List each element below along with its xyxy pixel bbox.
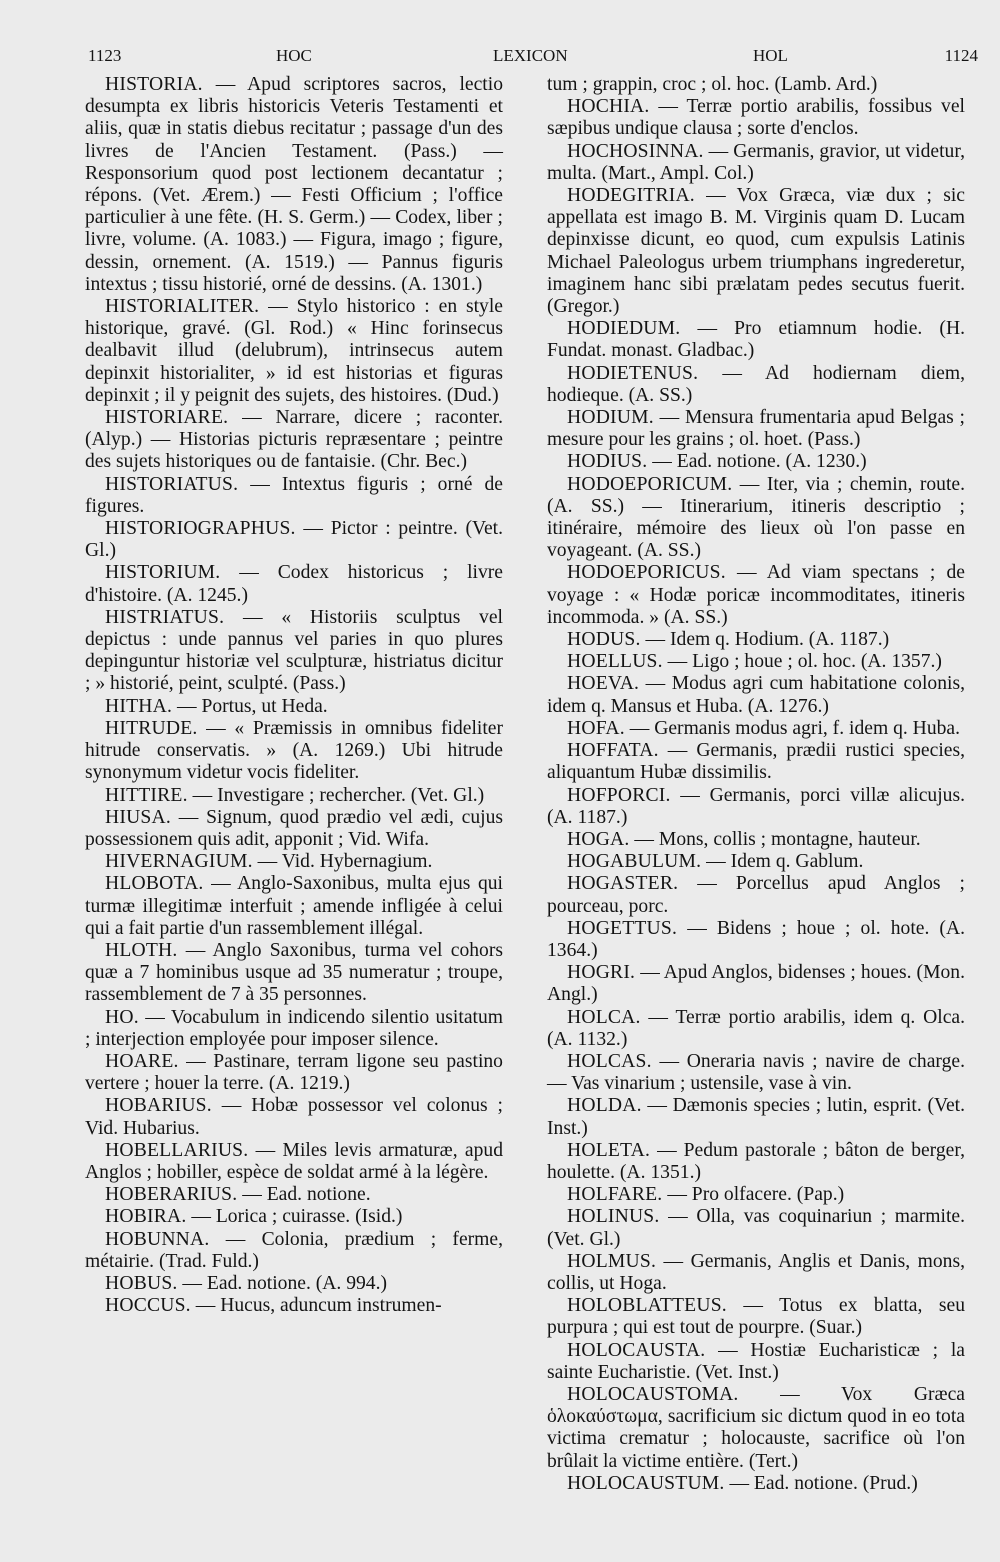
entry-definition: — Intextus figuris ; orné de figures. [85, 473, 503, 517]
entry-headword: HODEGITRIA. [567, 185, 695, 207]
entry-definition: — Terræ portio arabilis, fossibus vel sæpibus undique clausa ; sorte d'enclos. [547, 96, 965, 140]
dictionary-entry [547, 851, 965, 873]
dictionary-entry [547, 1184, 965, 1206]
dictionary-entry [85, 851, 503, 873]
entry-definition: — Apud scriptores sacros, lectio desumpta ex libris historicis Veteris Testamenti et aliis, quæ in statis diebus recitatur ; passage d'un des livres de l'Ancien Testament. (Pass.) — Responsorium quod post lectionem decantatur ; répons. (Vet. Ærem.) — Festi Officium ; l'office particulier à une fête. (H. S. Germ.) — Codex, liber ; livre, volume. (A. 1083.) — Figura, imago ; figure, dessin, ornement. (A. 1519.) — Pannus figuris intextus ; tissu historié, orné de dessins. (A. 1301.) [85, 74, 503, 295]
dictionary-entry [547, 1206, 965, 1250]
entry-headword: HLOBOTA. [105, 873, 204, 895]
entry-headword: HOLMUS. [567, 1250, 657, 1272]
dictionary-entry [547, 718, 965, 740]
entry-definition: — Olla, vas coquinariun ; marmite. (Vet. Gl.) [547, 1206, 965, 1250]
entry-headword: HOLOBLATTEUS. [567, 1295, 727, 1317]
entry-definition: — Anglo-Saxonibus, multa ejus qui turmæ illegitimæ interfuit ; amende infligée à celui qui a fait partie d'un rassemblement illégal. [85, 873, 503, 939]
entry-definition: — Vox Græca ὁλοκαύστωμα, sacrificium sic dictum quod in eo tota victima crematur ; holocauste, sacrifice où l'on brûlait la victime entière. (Tert.) [547, 1383, 965, 1472]
entry-definition: — Dæmonis species ; lutin, esprit. (Vet. Inst.) [547, 1095, 965, 1139]
entry-definition: — Terræ portio arabilis, idem q. Olca. (A. 1132.) [547, 1006, 965, 1050]
entry-headword: HOFA. [567, 717, 625, 739]
entry-headword: HOBARIUS. [105, 1095, 212, 1117]
dictionary-entry [547, 629, 965, 651]
dictionary-entry [85, 1295, 503, 1317]
entry-headword: HODOEPORICUM. [567, 473, 733, 495]
entry-headword: HOELLUS. [567, 651, 663, 673]
running-head-center: LEXICON [493, 46, 568, 65]
entry-headword: HOFFATA. [567, 740, 659, 762]
entry-definition: — Pictor : peintre. (Vet. Gl.) [85, 518, 503, 562]
entry-definition: tum ; grappin, croc ; ol. hoc. (Lamb. Ard.) [547, 74, 878, 95]
entry-headword: HODIUS. [567, 451, 648, 473]
dictionary-entry [547, 1295, 965, 1339]
entry-headword: HOLETA. [567, 1139, 651, 1161]
entry-definition: — Germanis, Anglis et Danis, mons, collis, ut Hoga. [547, 1250, 965, 1294]
entry-headword: HO. [105, 1006, 139, 1028]
entry-headword: HOCHOSINNA. [567, 140, 704, 162]
entry-headword: HISTORIOGRAPHUS. [105, 518, 296, 540]
entry-definition: — Iter, via ; chemin, route. (A. SS.) — Itinerarium, itineris descriptio ; itinéraire, mémoire des lieux où l'on passe en voyageant. (A. SS.) [547, 473, 965, 562]
entry-headword: HOLINUS. [567, 1206, 660, 1228]
right-column [547, 74, 965, 1495]
entry-definition: — Germanis, porci villæ alicujus. (A. 1187.) [547, 784, 965, 828]
dictionary-entry [85, 807, 503, 851]
dictionary-entry [85, 607, 503, 696]
entry-headword: HITTIRE. [105, 784, 188, 806]
entry-definition: — Vox Græca, viæ dux ; sic appellata est imago B. M. Virginis quam D. Lucam depinxisse dicunt, eo quod, cum expulsis Latinis Michael Paleologus urbem triumphans ingrederetur, imaginem hanc sibi prælatam pedes secutus fuerit. (Gregor.) [547, 185, 965, 318]
dictionary-entry [85, 518, 503, 562]
entry-definition: — Portus, ut Heda. [176, 695, 328, 717]
dictionary-entry [547, 873, 965, 917]
entry-headword: HOLCAS. [567, 1050, 652, 1072]
dictionary-entry [85, 1206, 503, 1228]
entry-definition: — Hucus, aduncum instrumen- [195, 1295, 442, 1317]
entry-headword: HOLFARE. [567, 1184, 663, 1206]
entry-headword: HODOEPORICUS. [567, 562, 726, 584]
dictionary-entry [547, 185, 965, 318]
dictionary-entry [547, 451, 965, 473]
entry-headword: HOGABULUM. [567, 851, 702, 873]
dictionary-entry [547, 1384, 965, 1473]
entry-headword: HODIEDUM. [567, 318, 681, 340]
entry-definition: — Colonia, prædium ; ferme, métairie. (Trad. Fuld.) [85, 1228, 503, 1272]
dictionary-entry [547, 1251, 965, 1295]
entry-headword: HISTORIA. [105, 74, 203, 95]
dictionary-entry [85, 1095, 503, 1139]
dictionary-entry [85, 1229, 503, 1273]
entry-definition: — Miles levis armaturæ, apud Anglos ; hobiller, espèce de soldat armé à la légère. [85, 1139, 503, 1183]
entry-headword: HISTORIATUS. [105, 473, 239, 495]
entry-definition: — Ad viam spectans ; de voyage : « Hodæ poricæ incommoditates, itineris incommoda. » (A. SS.) [547, 562, 965, 628]
dictionary-entry [85, 696, 503, 718]
dictionary-entry [547, 962, 965, 1006]
dictionary-entry [547, 785, 965, 829]
entry-definition: — Pro olfacere. (Pap.) [667, 1184, 845, 1206]
entry-definition: — Pro etiamnum hodie. (H. Fundat. monast. Gladbac.) [547, 318, 965, 362]
dictionary-entry [85, 1007, 503, 1051]
entry-definition: — Idem q. Gablum. [706, 851, 864, 873]
entry-definition: — Vocabulum in indicendo silentio usitatum ; interjection employée pour imposer silence. [85, 1006, 503, 1050]
dictionary-entry [85, 1140, 503, 1184]
entry-headword: HOLDA. [567, 1095, 642, 1117]
entry-definition: — Hobæ possessor vel colonus ; Vid. Hubarius. [85, 1095, 503, 1139]
entry-definition: — Pastinare, terram ligone seu pastino vertere ; houer la terre. (A. 1219.) [85, 1050, 503, 1095]
entry-definition: — Narrare, dicere ; raconter. (Alyp.) — Historias picturis repræsentare ; peintre des sujets historiques ou de fantaisie. (Chr. Bec.) [85, 407, 503, 473]
entry-definition: — Vid. Hybernagium. [257, 851, 433, 873]
entry-headword: HOEVA. [567, 673, 640, 695]
dictionary-entry [85, 1273, 503, 1295]
entry-headword: HITRUDE. [105, 717, 198, 739]
dictionary-entry [547, 1140, 965, 1184]
entry-headword: HLOTH. [105, 939, 178, 961]
entry-headword: HOCCUS. [105, 1295, 191, 1317]
entry-headword: HOLOCAUSTA. [567, 1339, 706, 1361]
entry-headword: HOBERARIUS. [105, 1184, 238, 1206]
entry-definition: — Mensura frumentaria apud Belgas ; mesure pour les grains ; ol. hoet. (Pass.) [547, 407, 965, 451]
entry-headword: HITHA. [105, 695, 173, 717]
entry-headword: HOBIRA. [105, 1206, 187, 1228]
page-number-left: 1123 [88, 46, 122, 65]
dictionary-entry [547, 1007, 965, 1051]
dictionary-entry [547, 96, 965, 140]
entry-definition: — Oneraria navis ; navire de charge. — Vas vinarium ; ustensile, vase à vin. [547, 1050, 965, 1095]
entry-headword: HISTORIALITER. [105, 296, 260, 318]
dictionary-entry [547, 1051, 965, 1095]
entry-definition: — Ead. notione. (Prud.) [729, 1472, 918, 1494]
entry-headword: HIUSA. [105, 806, 171, 828]
entry-definition: — Apud Anglos, bidenses ; houes. (Mon. Angl.) [547, 962, 965, 1006]
dictionary-entry [85, 1051, 503, 1095]
entry-headword: HIVERNAGIUM. [105, 851, 253, 873]
dictionary-entry [547, 1473, 965, 1495]
entry-definition: — Codex historicus ; livre d'histoire. (A. 1245.) [85, 562, 503, 606]
entry-headword: HODIETENUS. [567, 362, 699, 384]
entry-definition: — Modus agri cum habitatione colonis, idem q. Mansus et Huba. (A. 1276.) [547, 673, 965, 717]
running-head-right: HOL [753, 46, 788, 65]
dictionary-entry [547, 829, 965, 851]
dictionary-entry [85, 74, 503, 296]
entry-headword: HOLOCAUSTUM. [567, 1472, 725, 1494]
entry-definition: — Anglo Saxonibus, turma vel cohors quæ a 7 hominibus usque ad 35 numeratur ; troupe, rassemblement de 7 à 35 personnes. [85, 939, 503, 1006]
entry-definition: — Ligo ; houe ; ol. hoc. (A. 1357.) [667, 651, 942, 673]
entry-definition: — Signum, quod prædio vel ædi, cujus possessionem quis adit, apponit ; Vid. Wifa. [85, 806, 503, 850]
dictionary-entry [547, 318, 965, 362]
entry-headword: HOGETTUS. [567, 917, 678, 939]
entry-definition: — Idem q. Hodium. (A. 1187.) [645, 629, 890, 651]
entry-headword: HODIUM. [567, 407, 654, 429]
dictionary-entry [85, 296, 503, 407]
dictionary-entry [547, 474, 965, 563]
dictionary-entry [547, 651, 965, 673]
dictionary-entry [547, 918, 965, 962]
entry-headword: HISTRIATUS. [105, 606, 225, 628]
entry-headword: HOBUS. [105, 1272, 178, 1294]
entry-headword: HOGRI. [567, 962, 636, 984]
dictionary-entry [85, 718, 503, 785]
entry-definition: — Germanis modus agri, f. idem q. Huba. [629, 717, 961, 739]
entry-definition: — « Præmissis in omnibus fideliter hitrude conservatis. » (A. 1269.) Ubi hitrude synonymum videtur vocis fideliter. [85, 717, 503, 784]
entry-headword: HISTORIUM. [105, 562, 221, 584]
dictionary-entry [547, 740, 965, 784]
entry-definition: — Ad hodiernam diem, hodieque. (A. SS.) [547, 362, 965, 406]
entry-headword: HOGA. [567, 828, 630, 850]
dictionary-entry [547, 562, 965, 629]
entry-definition: — Bidens ; houe ; ol. hote. (A. 1364.) [547, 917, 965, 961]
entry-definition: — Ead. notione. (A. 994.) [182, 1272, 388, 1294]
dictionary-entry [85, 1184, 503, 1206]
entry-headword: HODUS. [567, 629, 641, 651]
entry-definition: — Porcellus apud Anglos ; pourceau, porc. [547, 873, 965, 917]
entry-definition: — Ead. notione. (A. 1230.) [652, 451, 867, 473]
page-number-right: 1124 [944, 46, 978, 65]
dictionary-entry [547, 407, 965, 451]
entry-definition: — Mons, collis ; montagne, hauteur. [634, 828, 921, 850]
dictionary-entry [547, 363, 965, 407]
entry-definition: — Pedum pastorale ; bâton de berger, houlette. (A. 1351.) [547, 1139, 965, 1183]
dictionary-entry [547, 74, 965, 96]
entry-headword: HOLOCAUSTOMA. [567, 1383, 739, 1405]
entry-headword: HISTORIARE. [105, 407, 229, 429]
entry-headword: HOLCA. [567, 1006, 641, 1028]
entry-definition: — « Historiis sculptus vel depictus : unde pannus vel paries in quo plures depinguntur historiæ vel sculpturæ, histriatus dicitur ; » historié, peint, sculpté. (Pass.) [85, 606, 503, 695]
dictionary-entry [85, 785, 503, 807]
dictionary-entry [547, 1340, 965, 1384]
entry-definition: — Ead. notione. [242, 1184, 371, 1206]
running-head-left: HOC [276, 46, 312, 65]
dictionary-entry [85, 562, 503, 606]
dictionary-entry [85, 940, 503, 1007]
entry-headword: HOBELLARIUS. [105, 1139, 249, 1161]
dictionary-entry [547, 1095, 965, 1139]
entry-definition: — Germanis, prædii rustici species, aliquantum Hubæ dissimilis. [547, 740, 965, 784]
entry-headword: HOCHIA. [567, 96, 650, 118]
entry-headword: HOFPORCI. [567, 784, 671, 806]
dictionary-entry [547, 141, 965, 185]
dictionary-entry [547, 673, 965, 717]
entry-definition: — Germanis, gravior, ut videtur, multa. (Mart., Ampl. Col.) [547, 140, 965, 184]
left-column [85, 74, 503, 1317]
entry-definition: — Investigare ; rechercher. (Vet. Gl.) [192, 784, 485, 806]
entry-definition: — Lorica ; cuirasse. (Isid.) [191, 1206, 403, 1228]
entry-definition: — Stylo historico : en style historique, gravé. (Gl. Rod.) « Hinc forinsecus dealbavit illud (delubrum), intrinsecus autem depinxit historialiter, » id est historias et figuras depinxit ; il y peignit des sujets, des histoires. (Dud.) [85, 296, 503, 406]
dictionary-entry [85, 407, 503, 474]
entry-headword: HOARE. [105, 1050, 179, 1072]
dictionary-entry [85, 474, 503, 518]
dictionary-entry [85, 873, 503, 940]
running-header [88, 46, 978, 70]
entry-headword: HOGASTER. [567, 873, 679, 895]
entry-definition: — Hostiæ Eucharisticæ ; la sainte Eucharistie. (Vet. Inst.) [547, 1339, 965, 1383]
entry-definition: — Totus ex blatta, seu purpura ; qui est tout de pourpre. (Suar.) [547, 1295, 965, 1339]
entry-headword: HOBUNNA. [105, 1228, 210, 1250]
